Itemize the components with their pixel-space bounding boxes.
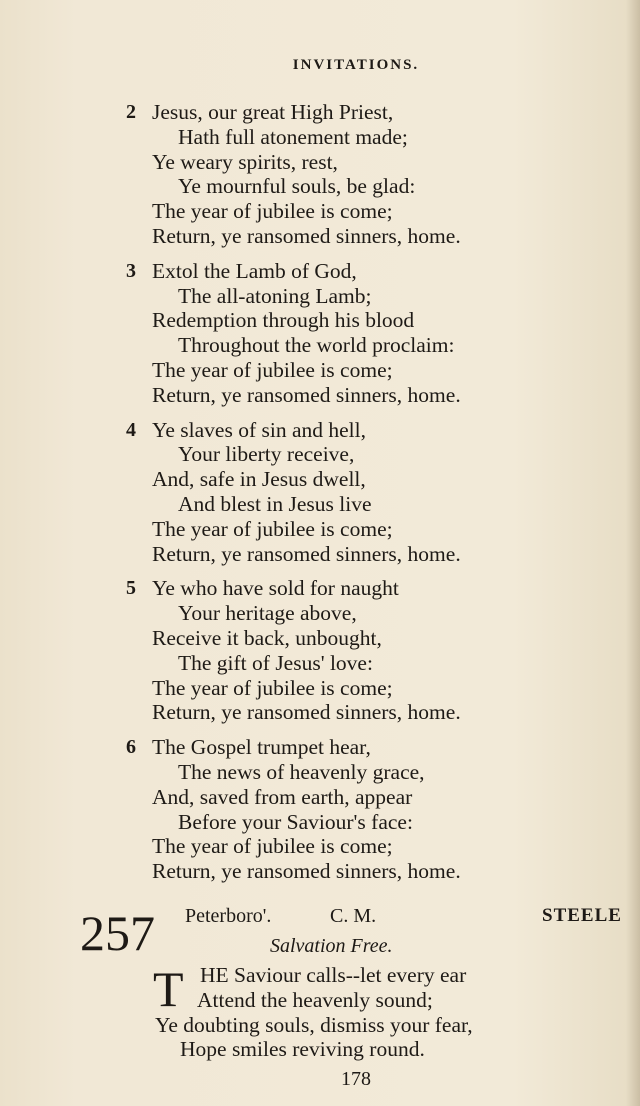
hymn-subtitle: Salvation Free.: [270, 935, 393, 957]
verse-line: And blest in Jesus live: [178, 491, 372, 516]
verse-line: The gift of Jesus' love:: [178, 650, 373, 675]
verse-line: The news of heavenly grace,: [178, 759, 425, 784]
stanza-list: [0, 100, 640, 894]
verse-line: Ye slaves of sin and hell,: [152, 417, 366, 442]
verse-line: Redemption through his blood: [152, 308, 415, 333]
verse-line: Ye weary spirits, rest,: [152, 149, 338, 174]
drop-cap: T: [153, 961, 184, 1017]
stanza-number: 5: [126, 577, 136, 600]
verse-line: The year of jubilee is come;: [152, 675, 393, 700]
verse-line: The year of jubilee is come;: [152, 357, 393, 382]
stanza-3: [0, 259, 640, 408]
stanza-number: 3: [126, 259, 136, 282]
verse-line: Attend the heavenly sound;: [197, 987, 433, 1012]
verse-line: Throughout the world proclaim:: [178, 333, 455, 358]
tune-name: Peterboro'.: [185, 905, 272, 927]
page-number: 178: [341, 1068, 371, 1090]
stanza-number: 4: [126, 418, 136, 441]
verse-line: Your liberty receive,: [178, 442, 355, 467]
author-name: STEELE: [542, 905, 622, 926]
verse-line: Receive it back, unbought,: [152, 625, 382, 650]
verse-line: Extol the Lamb of God,: [152, 258, 357, 283]
verse-line: The all-atoning Lamb;: [178, 283, 372, 308]
verse-line: Ye mournful souls, be glad:: [178, 174, 416, 199]
stanza-4: [0, 418, 640, 567]
stanza-5: [0, 576, 640, 725]
verse-line: The year of jubilee is come;: [152, 834, 393, 859]
stanza-number: 6: [126, 736, 136, 759]
stanza-number: 2: [126, 101, 136, 123]
hymn-first-stanza: [0, 963, 640, 1062]
hymn-number: 257: [80, 905, 155, 961]
verse-line: Return, ye ransomed sinners, home.: [152, 223, 461, 248]
verse-line: Return, ye ransomed sinners, home.: [152, 859, 461, 884]
verse-line: Return, ye ransomed sinners, home.: [152, 541, 461, 566]
verse-line: Before your Saviour's face:: [178, 809, 413, 834]
verse-line: Your heritage above,: [178, 601, 357, 626]
meter: C. M.: [330, 905, 377, 927]
verse-line: Jesus, our great High Priest,: [152, 100, 394, 124]
verse-line: HE Saviour calls--let every ear: [200, 963, 467, 987]
verse-line: The Gospel trumpet hear,: [152, 735, 371, 760]
verse-line: The year of jubilee is come;: [152, 199, 393, 224]
verse-line: Hath full atonement made;: [178, 124, 408, 149]
verse-line: The year of jubilee is come;: [152, 516, 393, 541]
verse-line: And, saved from earth, appear: [152, 784, 413, 809]
verse-line: Ye doubting souls, dismiss your fear,: [155, 1012, 473, 1037]
verse-line: Return, ye ransomed sinners, home.: [152, 700, 461, 725]
verse-line: Return, ye ransomed sinners, home.: [152, 382, 461, 407]
verse-line: Hope smiles reviving round.: [180, 1037, 425, 1062]
stanza-2: [0, 100, 640, 249]
running-header: INVITATIONS.: [292, 57, 420, 73]
verse-line: Ye who have sold for naught: [152, 576, 399, 601]
stanza-6: [0, 735, 640, 884]
verse-line: And, safe in Jesus dwell,: [152, 467, 366, 492]
